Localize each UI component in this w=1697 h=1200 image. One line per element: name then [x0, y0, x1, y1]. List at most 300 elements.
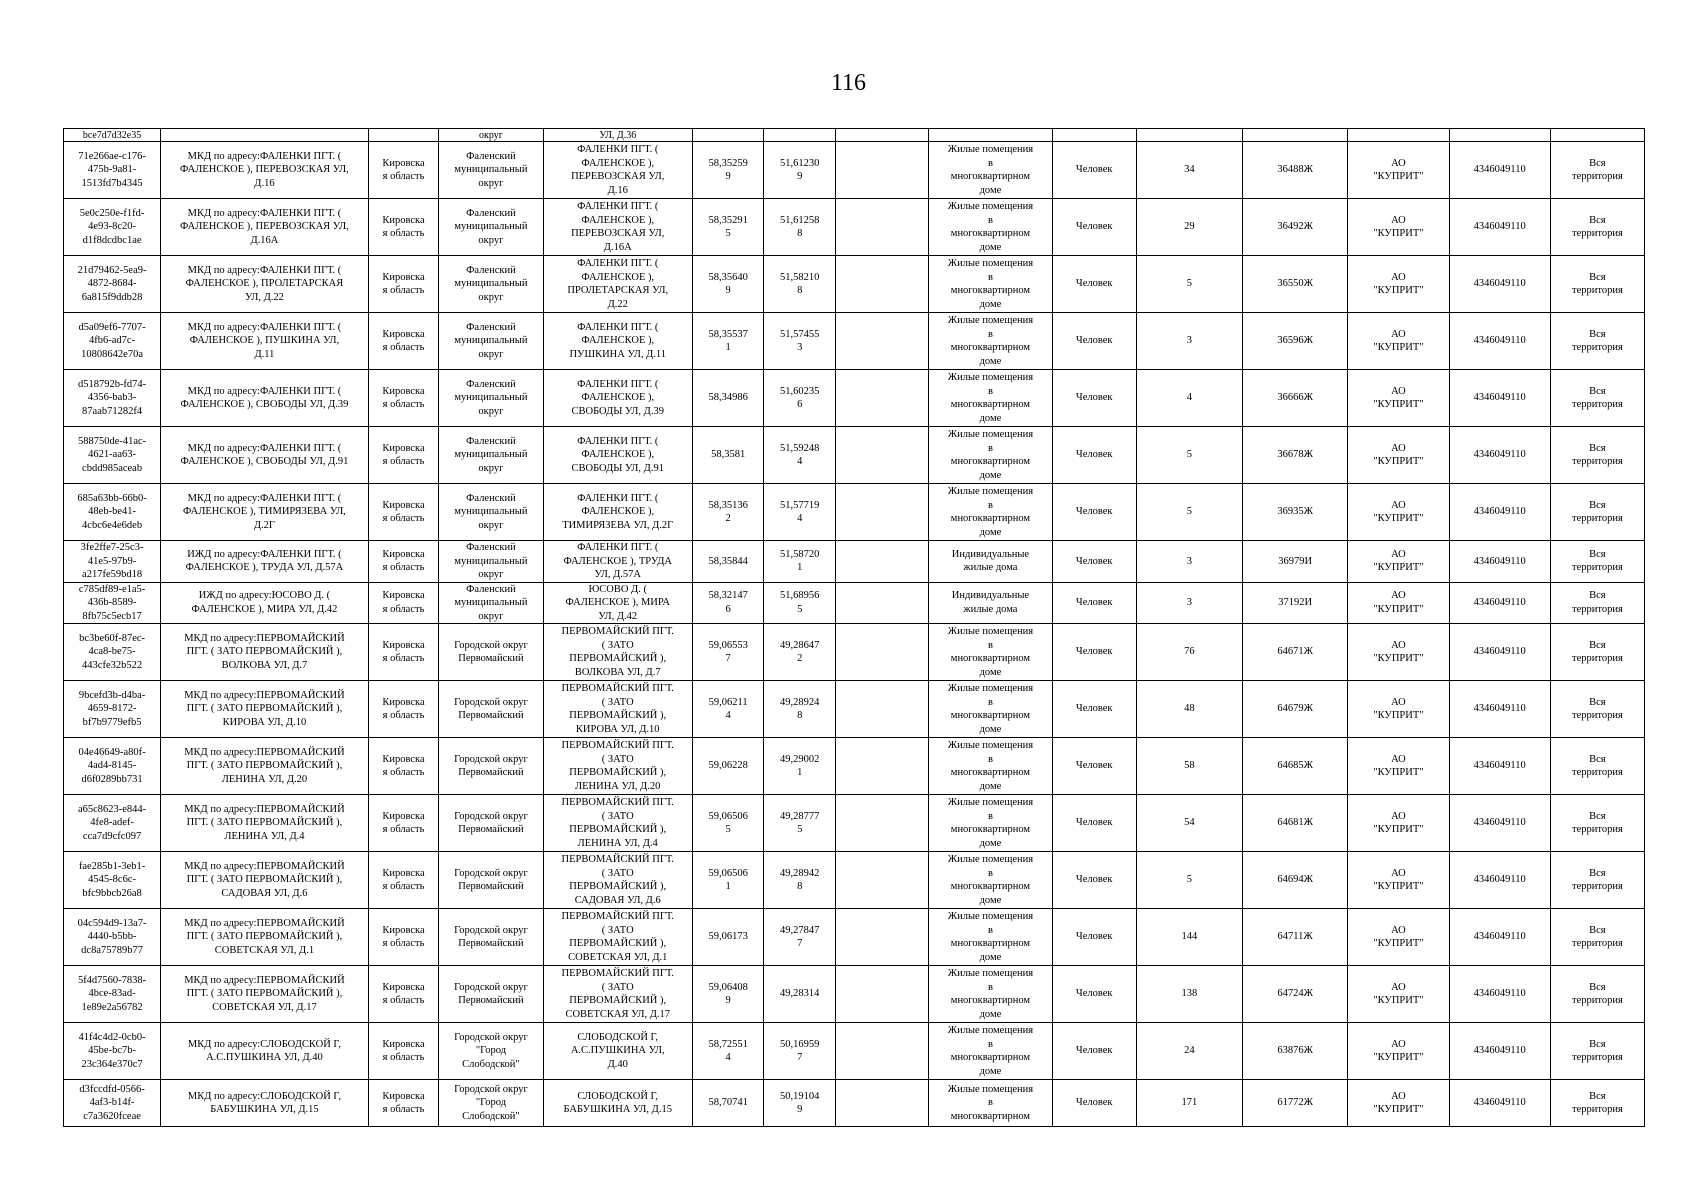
cell-unit: Человек: [1052, 313, 1136, 370]
table-row-partial: [64, 129, 1645, 142]
cell-blank: [836, 966, 929, 1023]
cell-inn: 4346049110: [1449, 681, 1550, 738]
cell-latitude: 58,32147 6: [692, 582, 764, 624]
cell-code: 36550Ж: [1243, 256, 1348, 313]
cell-premises-type: Жилые помещения в многоквартирном доме: [929, 795, 1053, 852]
cell-longitude: 51,58210 8: [764, 256, 836, 313]
cell-code: 64681Ж: [1243, 795, 1348, 852]
cell-address: ФАЛЕНКИ ПГТ. ( ФАЛЕНСКОЕ ), ТРУДА УЛ, Д.57А: [543, 541, 692, 583]
cell-region: Кировска я область: [368, 484, 439, 541]
cell-blank: [836, 1023, 929, 1080]
cell-territory: Вся территория: [1550, 582, 1644, 624]
cell-organization: АО "КУПРИТ": [1348, 199, 1449, 256]
cell-blank: [836, 681, 929, 738]
cell-organization: АО "КУПРИТ": [1348, 852, 1449, 909]
cell-inn: 4346049110: [1449, 909, 1550, 966]
cell-municipality: Городской округ Первомайский: [439, 966, 543, 1023]
cell-description: МКД по адресу:СЛОБОДСКОЙ Г, А.С.ПУШКИНА УЛ, Д.40: [161, 1023, 369, 1080]
cell-quantity: 3: [1136, 541, 1242, 583]
cell-unit: Человек: [1052, 199, 1136, 256]
cell-unit: Человек: [1052, 582, 1136, 624]
cell-latitude: 58,3581: [692, 427, 764, 484]
cell-region: Кировска я область: [368, 795, 439, 852]
table-row: [64, 852, 1645, 909]
cell-latitude: 59,06173: [692, 909, 764, 966]
cell-longitude: 50,19104 9: [764, 1080, 836, 1127]
cell-id: d3fccdfd-0566- 4af3-b14f- c7a3620fceae: [64, 1080, 161, 1127]
cell-inn: 4346049110: [1449, 1080, 1550, 1127]
cell-id: 5f4d7560-7838- 4bce-83ad- 1e89e2a56782: [64, 966, 161, 1023]
cell-id: a65c8623-e844- 4fe8-adef- cca7d9cfc097: [64, 795, 161, 852]
cell-description: МКД по адресу:ФАЛЕНКИ ПГТ. ( ФАЛЕНСКОЕ ), ПУШКИНА УЛ, Д.11: [161, 313, 369, 370]
cell-municipality: Фаленский муниципальный округ: [439, 256, 543, 313]
cell-organization: АО "КУПРИТ": [1348, 484, 1449, 541]
cell-organization: АО "КУПРИТ": [1348, 909, 1449, 966]
cell-territory: Вся территория: [1550, 795, 1644, 852]
cell-description: МКД по адресу:ПЕРВОМАЙСКИЙ ПГТ. ( ЗАТО ПЕРВОМАЙСКИЙ ), САДОВАЯ УЛ, Д.6: [161, 852, 369, 909]
cell-id: 04c594d9-13a7- 4440-b5bb- dc8a75789b77: [64, 909, 161, 966]
cell-id: fae285b1-3eb1- 4545-8c6c- bfc9bbcb26a8: [64, 852, 161, 909]
table-row: [64, 624, 1645, 681]
cell-region: Кировска я область: [368, 966, 439, 1023]
cell-description: МКД по адресу:ФАЛЕНКИ ПГТ. ( ФАЛЕНСКОЕ ), СВОБОДЫ УЛ, Д.39: [161, 370, 369, 427]
cell-region: Кировска я область: [368, 427, 439, 484]
cell-premises-type: Жилые помещения в многоквартирном доме: [929, 484, 1053, 541]
cell-inn: [1449, 129, 1550, 142]
cell-longitude: 49,28924 8: [764, 681, 836, 738]
cell-address: СЛОБОДСКОЙ Г, А.С.ПУШКИНА УЛ, Д.40: [543, 1023, 692, 1080]
cell-territory: Вся территория: [1550, 852, 1644, 909]
table-row: [64, 142, 1645, 199]
cell-description: МКД по адресу:ФАЛЕНКИ ПГТ. ( ФАЛЕНСКОЕ ), ПРОЛЕТАРСКАЯ УЛ, Д.22: [161, 256, 369, 313]
cell-inn: 4346049110: [1449, 427, 1550, 484]
cell-id: bc3be60f-87ec- 4ca8-be75- 443cfe32b522: [64, 624, 161, 681]
table-row: [64, 427, 1645, 484]
cell-municipality: Фаленский муниципальный округ: [439, 370, 543, 427]
cell-code: 64694Ж: [1243, 852, 1348, 909]
cell-inn: 4346049110: [1449, 738, 1550, 795]
cell-description: МКД по адресу:ПЕРВОМАЙСКИЙ ПГТ. ( ЗАТО ПЕРВОМАЙСКИЙ ), ВОЛКОВА УЛ, Д.7: [161, 624, 369, 681]
cell-premises-type: [929, 129, 1053, 142]
cell-id: 5e0c250e-f1fd- 4e93-8c20- d1f8dcdbc1ae: [64, 199, 161, 256]
cell-latitude: 58,35844: [692, 541, 764, 583]
cell-unit: Человек: [1052, 256, 1136, 313]
cell-unit: [1052, 129, 1136, 142]
cell-region: [368, 129, 439, 142]
cell-inn: 4346049110: [1449, 142, 1550, 199]
cell-unit: Человек: [1052, 624, 1136, 681]
cell-organization: АО "КУПРИТ": [1348, 313, 1449, 370]
cell-description: МКД по адресу:ФАЛЕНКИ ПГТ. ( ФАЛЕНСКОЕ ), СВОБОДЫ УЛ, Д.91: [161, 427, 369, 484]
cell-municipality: Фаленский муниципальный округ: [439, 541, 543, 583]
cell-quantity: 48: [1136, 681, 1242, 738]
cell-region: Кировска я область: [368, 142, 439, 199]
cell-blank: [836, 1080, 929, 1127]
cell-description: МКД по адресу:ПЕРВОМАЙСКИЙ ПГТ. ( ЗАТО ПЕРВОМАЙСКИЙ ), ЛЕНИНА УЛ, Д.20: [161, 738, 369, 795]
table-row: [64, 1023, 1645, 1080]
cell-latitude: 58,35259 9: [692, 142, 764, 199]
cell-longitude: [764, 129, 836, 142]
cell-municipality: Городской округ Первомайский: [439, 795, 543, 852]
waste-registry-table: [63, 128, 1645, 1127]
cell-territory: Вся территория: [1550, 1080, 1644, 1127]
cell-quantity: 138: [1136, 966, 1242, 1023]
cell-unit: Человек: [1052, 142, 1136, 199]
cell-blank: [836, 738, 929, 795]
cell-inn: 4346049110: [1449, 256, 1550, 313]
cell-longitude: 49,28314: [764, 966, 836, 1023]
cell-quantity: 5: [1136, 484, 1242, 541]
cell-address: ПЕРВОМАЙСКИЙ ПГТ. ( ЗАТО ПЕРВОМАЙСКИЙ ), КИРОВА УЛ, Д.10: [543, 681, 692, 738]
cell-description: ИЖД по адресу:ЮСОВО Д. ( ФАЛЕНСКОЕ ), МИРА УЛ, Д.42: [161, 582, 369, 624]
cell-blank: [836, 582, 929, 624]
cell-unit: Человек: [1052, 1080, 1136, 1127]
cell-description: МКД по адресу:ПЕРВОМАЙСКИЙ ПГТ. ( ЗАТО ПЕРВОМАЙСКИЙ ), СОВЕТСКАЯ УЛ, Д.1: [161, 909, 369, 966]
cell-municipality: Городской округ "Город Слободской": [439, 1080, 543, 1127]
cell-municipality: Фаленский муниципальный округ: [439, 484, 543, 541]
cell-premises-type: Индивидуальные жилые дома: [929, 582, 1053, 624]
cell-inn: 4346049110: [1449, 624, 1550, 681]
cell-code: [1243, 129, 1348, 142]
cell-organization: АО "КУПРИТ": [1348, 1080, 1449, 1127]
cell-id: 588750de-41ac- 4621-aa63- cbdd985aceab: [64, 427, 161, 484]
cell-municipality: Городской округ "Город Слободской": [439, 1023, 543, 1080]
cell-latitude: 59,06506 5: [692, 795, 764, 852]
cell-region: Кировска я область: [368, 370, 439, 427]
cell-territory: Вся территория: [1550, 966, 1644, 1023]
cell-municipality: Городской округ Первомайский: [439, 681, 543, 738]
cell-region: Кировска я область: [368, 1080, 439, 1127]
cell-quantity: 58: [1136, 738, 1242, 795]
cell-longitude: 49,28942 8: [764, 852, 836, 909]
cell-code: 36492Ж: [1243, 199, 1348, 256]
cell-territory: Вся территория: [1550, 681, 1644, 738]
cell-quantity: 4: [1136, 370, 1242, 427]
table-row: [64, 370, 1645, 427]
cell-blank: [836, 129, 929, 142]
cell-municipality: Фаленский муниципальный округ: [439, 142, 543, 199]
cell-id: d5a09ef6-7707- 4fb6-ad7c- 10808642e70a: [64, 313, 161, 370]
table-row: [64, 582, 1645, 624]
cell-description: МКД по адресу:ПЕРВОМАЙСКИЙ ПГТ. ( ЗАТО ПЕРВОМАЙСКИЙ ), СОВЕТСКАЯ УЛ, Д.17: [161, 966, 369, 1023]
cell-address: ФАЛЕНКИ ПГТ. ( ФАЛЕНСКОЕ ), СВОБОДЫ УЛ, Д.39: [543, 370, 692, 427]
cell-unit: Человек: [1052, 795, 1136, 852]
cell-quantity: 24: [1136, 1023, 1242, 1080]
cell-quantity: 3: [1136, 582, 1242, 624]
cell-address: ФАЛЕНКИ ПГТ. ( ФАЛЕНСКОЕ ), ТИМИРЯЗЕВА УЛ, Д.2Г: [543, 484, 692, 541]
cell-latitude: 58,72551 4: [692, 1023, 764, 1080]
cell-premises-type: Жилые помещения в многоквартирном доме: [929, 427, 1053, 484]
cell-premises-type: Жилые помещения в многоквартирном доме: [929, 624, 1053, 681]
cell-quantity: 5: [1136, 256, 1242, 313]
cell-description: [161, 129, 369, 142]
cell-municipality: округ: [439, 129, 543, 142]
cell-latitude: 58,35291 5: [692, 199, 764, 256]
cell-territory: Вся территория: [1550, 370, 1644, 427]
table-row: [64, 966, 1645, 1023]
cell-code: 36979И: [1243, 541, 1348, 583]
cell-municipality: Городской округ Первомайский: [439, 624, 543, 681]
cell-address: ПЕРВОМАЙСКИЙ ПГТ. ( ЗАТО ПЕРВОМАЙСКИЙ ), ЛЕНИНА УЛ, Д.20: [543, 738, 692, 795]
cell-id: 9bcefd3b-d4ba- 4659-8172- bf7b9779efb5: [64, 681, 161, 738]
cell-inn: 4346049110: [1449, 370, 1550, 427]
cell-description: МКД по адресу:ФАЛЕНКИ ПГТ. ( ФАЛЕНСКОЕ ), ПЕРЕВОЗСКАЯ УЛ, Д.16А: [161, 199, 369, 256]
cell-description: МКД по адресу:ПЕРВОМАЙСКИЙ ПГТ. ( ЗАТО ПЕРВОМАЙСКИЙ ), КИРОВА УЛ, Д.10: [161, 681, 369, 738]
cell-territory: Вся территория: [1550, 909, 1644, 966]
cell-region: Кировска я область: [368, 541, 439, 583]
table-row: [64, 909, 1645, 966]
cell-region: Кировска я область: [368, 624, 439, 681]
cell-blank: [836, 199, 929, 256]
cell-region: Кировска я область: [368, 852, 439, 909]
cell-id: 685a63bb-66b0- 48eb-be41- 4cbc6e4e6deb: [64, 484, 161, 541]
table-row: [64, 541, 1645, 583]
cell-longitude: 51,59248 4: [764, 427, 836, 484]
cell-address: ПЕРВОМАЙСКИЙ ПГТ. ( ЗАТО ПЕРВОМАЙСКИЙ ), СОВЕТСКАЯ УЛ, Д.1: [543, 909, 692, 966]
cell-unit: Человек: [1052, 370, 1136, 427]
cell-blank: [836, 624, 929, 681]
cell-address: ЮСОВО Д. ( ФАЛЕНСКОЕ ), МИРА УЛ, Д.42: [543, 582, 692, 624]
cell-organization: АО "КУПРИТ": [1348, 541, 1449, 583]
cell-inn: 4346049110: [1449, 795, 1550, 852]
cell-inn: 4346049110: [1449, 541, 1550, 583]
cell-id: bce7d7d32e35: [64, 129, 161, 142]
cell-blank: [836, 142, 929, 199]
cell-longitude: 51,58720 1: [764, 541, 836, 583]
cell-id: 3fe2ffe7-25c3- 41e5-97b9- a217fe59bd18: [64, 541, 161, 583]
page-number: 116: [830, 70, 867, 96]
cell-territory: Вся территория: [1550, 1023, 1644, 1080]
cell-longitude: 51,68956 5: [764, 582, 836, 624]
cell-organization: АО "КУПРИТ": [1348, 624, 1449, 681]
cell-territory: Вся территория: [1550, 541, 1644, 583]
cell-premises-type: Жилые помещения в многоквартирном: [929, 1080, 1053, 1127]
cell-territory: Вся территория: [1550, 738, 1644, 795]
cell-code: 64679Ж: [1243, 681, 1348, 738]
cell-organization: АО "КУПРИТ": [1348, 1023, 1449, 1080]
cell-quantity: [1136, 129, 1242, 142]
cell-unit: Человек: [1052, 484, 1136, 541]
cell-code: 64711Ж: [1243, 909, 1348, 966]
cell-premises-type: Жилые помещения в многоквартирном доме: [929, 1023, 1053, 1080]
cell-blank: [836, 427, 929, 484]
cell-code: 36488Ж: [1243, 142, 1348, 199]
cell-code: 64724Ж: [1243, 966, 1348, 1023]
cell-quantity: 3: [1136, 313, 1242, 370]
table-row: [64, 313, 1645, 370]
cell-blank: [836, 256, 929, 313]
cell-organization: АО "КУПРИТ": [1348, 427, 1449, 484]
cell-organization: АО "КУПРИТ": [1348, 966, 1449, 1023]
cell-premises-type: Жилые помещения в многоквартирном доме: [929, 852, 1053, 909]
cell-region: Кировска я область: [368, 313, 439, 370]
cell-longitude: 49,29002 1: [764, 738, 836, 795]
cell-address: ФАЛЕНКИ ПГТ. ( ФАЛЕНСКОЕ ), ПРОЛЕТАРСКАЯ УЛ, Д.22: [543, 256, 692, 313]
cell-organization: АО "КУПРИТ": [1348, 681, 1449, 738]
cell-inn: 4346049110: [1449, 199, 1550, 256]
cell-id: 71e266ae-c176- 475b-9a81- 1513fd7b4345: [64, 142, 161, 199]
cell-municipality: Фаленский муниципальный округ: [439, 199, 543, 256]
cell-territory: [1550, 129, 1644, 142]
cell-address: ПЕРВОМАЙСКИЙ ПГТ. ( ЗАТО ПЕРВОМАЙСКИЙ ), САДОВАЯ УЛ, Д.6: [543, 852, 692, 909]
cell-latitude: 59,06408 9: [692, 966, 764, 1023]
cell-territory: Вся территория: [1550, 313, 1644, 370]
cell-latitude: 58,34986: [692, 370, 764, 427]
cell-code: 64685Ж: [1243, 738, 1348, 795]
cell-unit: Человек: [1052, 541, 1136, 583]
cell-premises-type: Жилые помещения в многоквартирном доме: [929, 370, 1053, 427]
cell-region: Кировска я область: [368, 199, 439, 256]
cell-quantity: 54: [1136, 795, 1242, 852]
cell-unit: Человек: [1052, 427, 1136, 484]
cell-territory: Вся территория: [1550, 256, 1644, 313]
table-row: [64, 256, 1645, 313]
cell-code: 64671Ж: [1243, 624, 1348, 681]
cell-address: УЛ, Д.36: [543, 129, 692, 142]
cell-latitude: 59,06211 4: [692, 681, 764, 738]
cell-unit: Человек: [1052, 681, 1136, 738]
cell-code: 36666Ж: [1243, 370, 1348, 427]
table-row: [64, 738, 1645, 795]
cell-organization: АО "КУПРИТ": [1348, 582, 1449, 624]
cell-quantity: 5: [1136, 427, 1242, 484]
cell-code: 37192И: [1243, 582, 1348, 624]
cell-address: ФАЛЕНКИ ПГТ. ( ФАЛЕНСКОЕ ), ПЕРЕВОЗСКАЯ УЛ, Д.16: [543, 142, 692, 199]
cell-longitude: 50,16959 7: [764, 1023, 836, 1080]
cell-premises-type: Индивидуальные жилые дома: [929, 541, 1053, 583]
cell-description: МКД по адресу:ФАЛЕНКИ ПГТ. ( ФАЛЕНСКОЕ ), ТИМИРЯЗЕВА УЛ, Д.2Г: [161, 484, 369, 541]
cell-region: Кировска я область: [368, 256, 439, 313]
cell-code: 36935Ж: [1243, 484, 1348, 541]
cell-latitude: 59,06228: [692, 738, 764, 795]
cell-latitude: 58,35640 9: [692, 256, 764, 313]
cell-address: ПЕРВОМАЙСКИЙ ПГТ. ( ЗАТО ПЕРВОМАЙСКИЙ ), СОВЕТСКАЯ УЛ, Д.17: [543, 966, 692, 1023]
cell-latitude: 59,06506 1: [692, 852, 764, 909]
cell-premises-type: Жилые помещения в многоквартирном доме: [929, 681, 1053, 738]
cell-longitude: 51,60235 6: [764, 370, 836, 427]
cell-premises-type: Жилые помещения в многоквартирном доме: [929, 738, 1053, 795]
cell-territory: Вся территория: [1550, 142, 1644, 199]
cell-description: МКД по адресу:ПЕРВОМАЙСКИЙ ПГТ. ( ЗАТО ПЕРВОМАЙСКИЙ ), ЛЕНИНА УЛ, Д.4: [161, 795, 369, 852]
cell-inn: 4346049110: [1449, 484, 1550, 541]
cell-quantity: 34: [1136, 142, 1242, 199]
cell-quantity: 29: [1136, 199, 1242, 256]
cell-territory: Вся территория: [1550, 199, 1644, 256]
cell-address: ФАЛЕНКИ ПГТ. ( ФАЛЕНСКОЕ ), СВОБОДЫ УЛ, Д.91: [543, 427, 692, 484]
cell-premises-type: Жилые помещения в многоквартирном доме: [929, 966, 1053, 1023]
cell-address: ПЕРВОМАЙСКИЙ ПГТ. ( ЗАТО ПЕРВОМАЙСКИЙ ), ЛЕНИНА УЛ, Д.4: [543, 795, 692, 852]
cell-organization: АО "КУПРИТ": [1348, 370, 1449, 427]
cell-territory: Вся территория: [1550, 484, 1644, 541]
cell-latitude: 59,06553 7: [692, 624, 764, 681]
cell-blank: [836, 313, 929, 370]
cell-blank: [836, 795, 929, 852]
cell-longitude: 51,57719 4: [764, 484, 836, 541]
cell-inn: 4346049110: [1449, 582, 1550, 624]
cell-code: 36678Ж: [1243, 427, 1348, 484]
cell-longitude: 49,27847 7: [764, 909, 836, 966]
cell-blank: [836, 909, 929, 966]
cell-quantity: 76: [1136, 624, 1242, 681]
cell-description: МКД по адресу:ФАЛЕНКИ ПГТ. ( ФАЛЕНСКОЕ ), ПЕРЕВОЗСКАЯ УЛ, Д.16: [161, 142, 369, 199]
cell-region: Кировска я область: [368, 1023, 439, 1080]
cell-id: 21d79462-5ea9- 4872-8684- 6a815f9ddb28: [64, 256, 161, 313]
cell-region: Кировска я область: [368, 681, 439, 738]
cell-unit: Человек: [1052, 852, 1136, 909]
cell-address: ФАЛЕНКИ ПГТ. ( ФАЛЕНСКОЕ ), ПЕРЕВОЗСКАЯ УЛ, Д.16А: [543, 199, 692, 256]
cell-municipality: Городской округ Первомайский: [439, 852, 543, 909]
cell-longitude: 51,61230 9: [764, 142, 836, 199]
cell-code: 63876Ж: [1243, 1023, 1348, 1080]
cell-organization: АО "КУПРИТ": [1348, 142, 1449, 199]
table-row: [64, 681, 1645, 738]
cell-blank: [836, 852, 929, 909]
cell-address: СЛОБОДСКОЙ Г, БАБУШКИНА УЛ, Д.15: [543, 1080, 692, 1127]
cell-longitude: 51,57455 3: [764, 313, 836, 370]
cell-inn: 4346049110: [1449, 313, 1550, 370]
cell-blank: [836, 541, 929, 583]
cell-quantity: 5: [1136, 852, 1242, 909]
cell-territory: Вся территория: [1550, 624, 1644, 681]
cell-organization: АО "КУПРИТ": [1348, 795, 1449, 852]
cell-inn: 4346049110: [1449, 1023, 1550, 1080]
cell-inn: 4346049110: [1449, 852, 1550, 909]
cell-region: Кировска я область: [368, 582, 439, 624]
cell-address: ПЕРВОМАЙСКИЙ ПГТ. ( ЗАТО ПЕРВОМАЙСКИЙ ), ВОЛКОВА УЛ, Д.7: [543, 624, 692, 681]
cell-premises-type: Жилые помещения в многоквартирном доме: [929, 142, 1053, 199]
cell-premises-type: Жилые помещения в многоквартирном доме: [929, 256, 1053, 313]
cell-municipality: Фаленский муниципальный округ: [439, 582, 543, 624]
cell-id: 41f4c4d2-0cb0- 45be-bc7b- 23c364e370c7: [64, 1023, 161, 1080]
cell-latitude: 58,35537 1: [692, 313, 764, 370]
cell-premises-type: Жилые помещения в многоквартирном доме: [929, 199, 1053, 256]
cell-organization: АО "КУПРИТ": [1348, 738, 1449, 795]
table-row: [64, 1080, 1645, 1127]
cell-territory: Вся территория: [1550, 427, 1644, 484]
cell-address: ФАЛЕНКИ ПГТ. ( ФАЛЕНСКОЕ ), ПУШКИНА УЛ, Д.11: [543, 313, 692, 370]
cell-unit: Человек: [1052, 1023, 1136, 1080]
cell-organization: [1348, 129, 1449, 142]
cell-id: d518792b-fd74- 4356-bab3- 87aab71282f4: [64, 370, 161, 427]
cell-unit: Человек: [1052, 966, 1136, 1023]
cell-quantity: 144: [1136, 909, 1242, 966]
cell-blank: [836, 370, 929, 427]
cell-municipality: Городской округ Первомайский: [439, 738, 543, 795]
cell-description: ИЖД по адресу:ФАЛЕНКИ ПГТ. ( ФАЛЕНСКОЕ ), ТРУДА УЛ, Д.57А: [161, 541, 369, 583]
cell-premises-type: Жилые помещения в многоквартирном доме: [929, 313, 1053, 370]
cell-blank: [836, 484, 929, 541]
cell-id: 04e46649-a80f- 4ad4-8145- d6f0289bb731: [64, 738, 161, 795]
cell-longitude: 49,28647 2: [764, 624, 836, 681]
cell-unit: Человек: [1052, 909, 1136, 966]
cell-description: МКД по адресу:СЛОБОДСКОЙ Г, БАБУШКИНА УЛ, Д.15: [161, 1080, 369, 1127]
cell-region: Кировска я область: [368, 738, 439, 795]
table-row: [64, 795, 1645, 852]
cell-latitude: 58,70741: [692, 1080, 764, 1127]
cell-id: c785df89-e1a5- 436b-8589- 8fb75c5ecb17: [64, 582, 161, 624]
cell-code: 61772Ж: [1243, 1080, 1348, 1127]
cell-inn: 4346049110: [1449, 966, 1550, 1023]
cell-premises-type: Жилые помещения в многоквартирном доме: [929, 909, 1053, 966]
table-row: [64, 199, 1645, 256]
cell-municipality: Городской округ Первомайский: [439, 909, 543, 966]
cell-longitude: 49,28777 5: [764, 795, 836, 852]
cell-code: 36596Ж: [1243, 313, 1348, 370]
cell-quantity: 171: [1136, 1080, 1242, 1127]
cell-longitude: 51,61258 8: [764, 199, 836, 256]
cell-latitude: [692, 129, 764, 142]
table-row: [64, 484, 1645, 541]
